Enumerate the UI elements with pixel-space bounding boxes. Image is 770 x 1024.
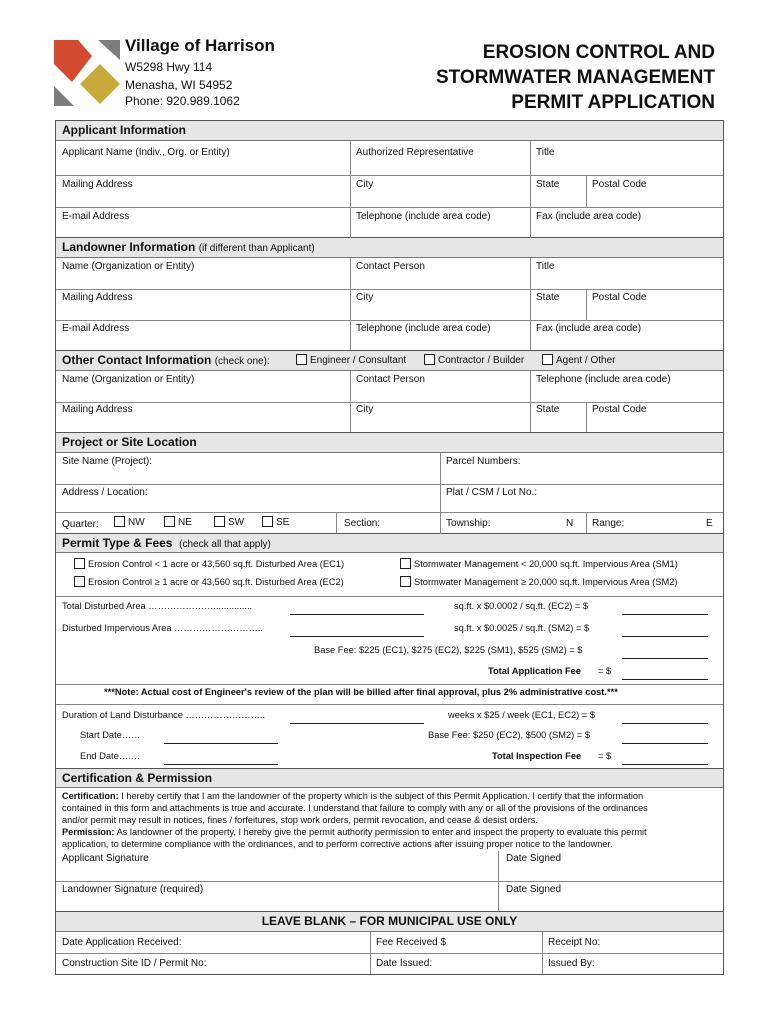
landowner-subheading: (if different than Applicant): [198, 243, 315, 254]
permission-label: Permission:: [62, 827, 115, 837]
duration-input[interactable]: [290, 723, 424, 724]
weeks-fee-input[interactable]: [622, 723, 708, 724]
ec2-fee-input[interactable]: [622, 614, 708, 615]
range-field[interactable]: Range:: [592, 518, 625, 529]
total-inspection-fee-input[interactable]: [622, 764, 708, 765]
applicant-title-field[interactable]: Title: [536, 147, 555, 158]
landowner-phone-field[interactable]: Telephone (include area code): [356, 323, 491, 334]
org-name: Village of Harrison: [125, 36, 275, 55]
total-application-fee-eq: = $: [598, 666, 612, 676]
fees-subheading: (check all that apply): [179, 539, 271, 550]
certification-section: [55, 769, 724, 912]
landowner-fax-field[interactable]: Fax (include area code): [536, 323, 642, 334]
end-date-label: End Date…….: [80, 751, 140, 761]
quarter-sw-option[interactable]: [214, 516, 244, 528]
other-contact-section: [55, 351, 724, 433]
ne-label: NE: [178, 517, 192, 528]
sm1-checkbox[interactable]: [400, 558, 411, 569]
permission-text-line2: application, to determine compliance with the ordinances, and to perform corrective actions after issuing proper notice to the landowner.: [62, 839, 613, 849]
total-application-fee-label: Total Application Fee: [488, 666, 581, 676]
sm2-checkbox[interactable]: [400, 576, 411, 587]
project-section: [55, 433, 724, 534]
landowner-contact-field[interactable]: Contact Person: [356, 261, 425, 272]
parcel-numbers-field[interactable]: Parcel Numbers:: [446, 456, 521, 467]
project-heading-text: Project or Site Location: [62, 435, 197, 449]
plat-csm-lot-field[interactable]: Plat / CSM / Lot No.:: [446, 487, 538, 498]
quarter-ne-option[interactable]: [164, 516, 192, 528]
municipal-heading-text: LEAVE BLANK – FOR MUNICIPAL USE ONLY: [261, 914, 518, 928]
certification-text-line2: contained in this form and attachments is true and accurate. I understand that failure to comply with any or all of the provisions of the ordinances: [62, 803, 648, 813]
other-postal-field[interactable]: Postal Code: [592, 404, 647, 415]
landowner-heading-text: Landowner Information: [62, 240, 196, 254]
end-date-input[interactable]: [164, 764, 278, 765]
applicant-section: [55, 120, 724, 238]
landowner-title-field[interactable]: Title: [536, 261, 555, 272]
nw-checkbox[interactable]: [114, 516, 125, 527]
certification-heading: [56, 769, 723, 788]
applicant-heading-text: Applicant Information: [62, 123, 186, 137]
ec1-checkbox[interactable]: [74, 558, 85, 569]
landowner-section: [55, 238, 724, 351]
ec2-checkbox[interactable]: [74, 576, 85, 587]
landowner-city-field[interactable]: City: [356, 292, 374, 303]
disturbed-impervious-label: Disturbed Impervious Area ………………………..: [62, 623, 263, 633]
org-address-line2: Menasha, WI 54952: [125, 78, 233, 92]
base-fee-input[interactable]: [622, 658, 708, 659]
issued-by-field[interactable]: Issued By:: [548, 958, 595, 969]
landowner-date-signed-field[interactable]: Date Signed: [506, 884, 562, 895]
logo-gray-triangle-bottom: [54, 86, 74, 106]
site-name-field[interactable]: Site Name (Project):: [62, 456, 153, 467]
applicant-city-field[interactable]: City: [356, 179, 374, 190]
total-application-fee-input[interactable]: [622, 679, 708, 680]
applicant-signature-field[interactable]: Applicant Signature: [62, 853, 149, 864]
sm2-calc-label: sq.ft. x $0.0025 / sq.ft. (SM2) = $: [454, 623, 590, 633]
other-state-field[interactable]: State: [536, 404, 560, 415]
applicant-date-signed-field[interactable]: Date Signed: [506, 853, 562, 864]
start-date-label: Start Date……: [80, 730, 141, 740]
applicant-state-field[interactable]: State: [536, 179, 560, 190]
address-location-field[interactable]: Address / Location:: [62, 487, 148, 498]
sm1-label: Stormwater Management < 20,000 sq.ft. Impervious Area (SM1): [414, 559, 678, 569]
certification-heading-text: Certification & Permission: [62, 771, 213, 785]
certification-text: [62, 790, 722, 850]
applicant-email-field[interactable]: E-mail Address: [62, 211, 130, 222]
logo-gold-diamond: [80, 64, 120, 104]
fees-heading-text: Permit Type & Fees: [62, 536, 173, 550]
weeks-calc-label: weeks x $25 / week (EC1, EC2) = $: [448, 710, 596, 720]
start-date-input[interactable]: [164, 743, 278, 744]
applicant-fax-field[interactable]: Fax (include area code): [536, 211, 642, 222]
disturbed-impervious-input[interactable]: [290, 636, 424, 637]
org-phone: Phone: 920.989.1062: [125, 94, 240, 108]
fees-section: [55, 534, 724, 769]
engineer-option[interactable]: [296, 354, 406, 366]
engineer-checkbox[interactable]: [296, 354, 307, 365]
duration-label: Duration of Land Disturbance ……………………..: [62, 710, 266, 720]
landowner-heading: [56, 238, 723, 258]
other-name-field[interactable]: Name (Organization or Entity): [62, 374, 195, 385]
total-inspection-fee-label: Total Inspection Fee: [492, 751, 582, 761]
contractor-option[interactable]: [424, 354, 524, 366]
ec1-option[interactable]: [74, 558, 344, 569]
form-title: [436, 40, 715, 115]
agent-checkbox[interactable]: [542, 354, 553, 365]
fees-heading: [56, 534, 723, 553]
ec2-option[interactable]: [74, 576, 344, 587]
sm2-label: Stormwater Management ≥ 20,000 sq.ft. Impervious Area (SM2): [414, 577, 678, 587]
se-label: SE: [276, 517, 290, 528]
inspection-base-fee-label: Base Fee: $250 (EC2), $500 (SM2) = $: [428, 730, 591, 740]
contractor-checkbox[interactable]: [424, 354, 435, 365]
other-city-field[interactable]: City: [356, 404, 374, 415]
certification-text-line3: and/or permit may result in notices, fines / forfeitures, stop work orders, permit revocation, and cease & desist orders.: [62, 815, 538, 825]
sw-label: SW: [228, 517, 245, 528]
fee-received-field[interactable]: Fee Received $: [376, 937, 447, 948]
village-logo: [50, 36, 122, 108]
nw-label: NW: [128, 517, 145, 528]
project-heading: [56, 433, 723, 453]
engineer-review-note: ***Note: Actual cost of Engineer's review of the plan will be billed after final approval, plus 2% administrative cost.***: [104, 687, 618, 697]
total-disturbed-input[interactable]: [290, 614, 424, 615]
total-disturbed-label: Total Disturbed Area …………………...............: [62, 601, 253, 611]
receipt-no-field[interactable]: Receipt No:: [548, 937, 601, 948]
permission-text-line1: As landowner of the property, I hereby give the permit authority permission to enter and inspect the property to evaluate this permit: [114, 827, 647, 837]
org-address-line1: W5298 Hwy 114: [125, 60, 213, 74]
certification-text-line1: I hereby certify that I am the landowner of the property which is the subject of this Permit Application. I certify that the information: [118, 791, 644, 801]
date-received-field[interactable]: Date Application Received:: [62, 937, 182, 948]
landowner-signature-field[interactable]: Landowner Signature (required): [62, 884, 204, 895]
quarter-label: Quarter:: [62, 519, 99, 530]
logo-gray-triangle-top: [98, 40, 120, 60]
landowner-postal-field[interactable]: Postal Code: [592, 292, 647, 303]
agent-option-label: Agent / Other: [556, 355, 616, 366]
engineer-option-label: Engineer / Consultant: [310, 355, 407, 366]
applicant-phone-field[interactable]: Telephone (include area code): [356, 211, 491, 222]
se-checkbox[interactable]: [262, 516, 273, 527]
sw-checkbox[interactable]: [214, 516, 225, 527]
inspection-base-fee-input[interactable]: [622, 743, 708, 744]
quarter-nw-option[interactable]: [114, 516, 145, 528]
ne-checkbox[interactable]: [164, 516, 175, 527]
contractor-option-label: Contractor / Builder: [438, 355, 525, 366]
sm2-option[interactable]: [400, 576, 677, 587]
municipal-heading: [56, 912, 723, 932]
sm2-fee-input[interactable]: [622, 636, 708, 637]
other-phone-field[interactable]: Telephone (include area code): [536, 374, 671, 385]
applicant-name-field[interactable]: Applicant Name (Indiv., Org. or Entity): [62, 147, 230, 158]
agent-option[interactable]: [542, 354, 615, 366]
other-contact-heading-text: Other Contact Information: [62, 353, 212, 367]
section-field[interactable]: Section:: [344, 518, 381, 529]
applicant-rep-field[interactable]: Authorized Representative: [356, 147, 474, 158]
site-id-permit-field[interactable]: Construction Site ID / Permit No:: [62, 958, 207, 969]
sm1-option[interactable]: [400, 558, 678, 569]
ec1-label: Erosion Control < 1 acre or 43,560 sq.ft. Disturbed Area (EC1): [88, 559, 345, 569]
logo-red-shape: [54, 40, 92, 82]
municipal-use-section: [55, 912, 724, 975]
ec2-calc-label: sq.ft. x $0.0002 / sq.ft. (EC2) = $: [454, 601, 589, 611]
landowner-email-field[interactable]: E-mail Address: [62, 323, 130, 334]
applicant-heading: [56, 121, 723, 141]
range-e-label: E: [706, 518, 713, 529]
township-n-label: N: [566, 518, 574, 529]
landowner-name-field[interactable]: Name (Organization or Entity): [62, 261, 195, 272]
landowner-mailing-field[interactable]: Mailing Address: [62, 292, 133, 303]
form-title-line1: EROSION CONTROL AND: [482, 42, 715, 63]
total-inspection-fee-eq: = $: [598, 751, 612, 761]
form-title-line2: STORMWATER MANAGEMENT: [435, 67, 715, 88]
form-title-line3: PERMIT APPLICATION: [511, 92, 715, 113]
other-mailing-field[interactable]: Mailing Address: [62, 404, 133, 415]
other-contact-field[interactable]: Contact Person: [356, 374, 425, 385]
other-contact-subheading: (check one):: [214, 356, 270, 367]
date-issued-field[interactable]: Date Issued:: [376, 958, 433, 969]
landowner-state-field[interactable]: State: [536, 292, 560, 303]
applicant-postal-field[interactable]: Postal Code: [592, 179, 647, 190]
township-field[interactable]: Township:: [446, 518, 491, 529]
quarter-se-option[interactable]: [262, 516, 289, 528]
base-fee-label: Base Fee: $225 (EC1), $275 (EC2), $225 (SM1), $525 (SM2) = $: [314, 645, 583, 655]
ec2-label: Erosion Control ≥ 1 acre or 43,560 sq.ft. Disturbed Area (EC2): [88, 577, 344, 587]
applicant-mailing-field[interactable]: Mailing Address: [62, 179, 133, 190]
certification-label: Certification:: [62, 791, 119, 801]
